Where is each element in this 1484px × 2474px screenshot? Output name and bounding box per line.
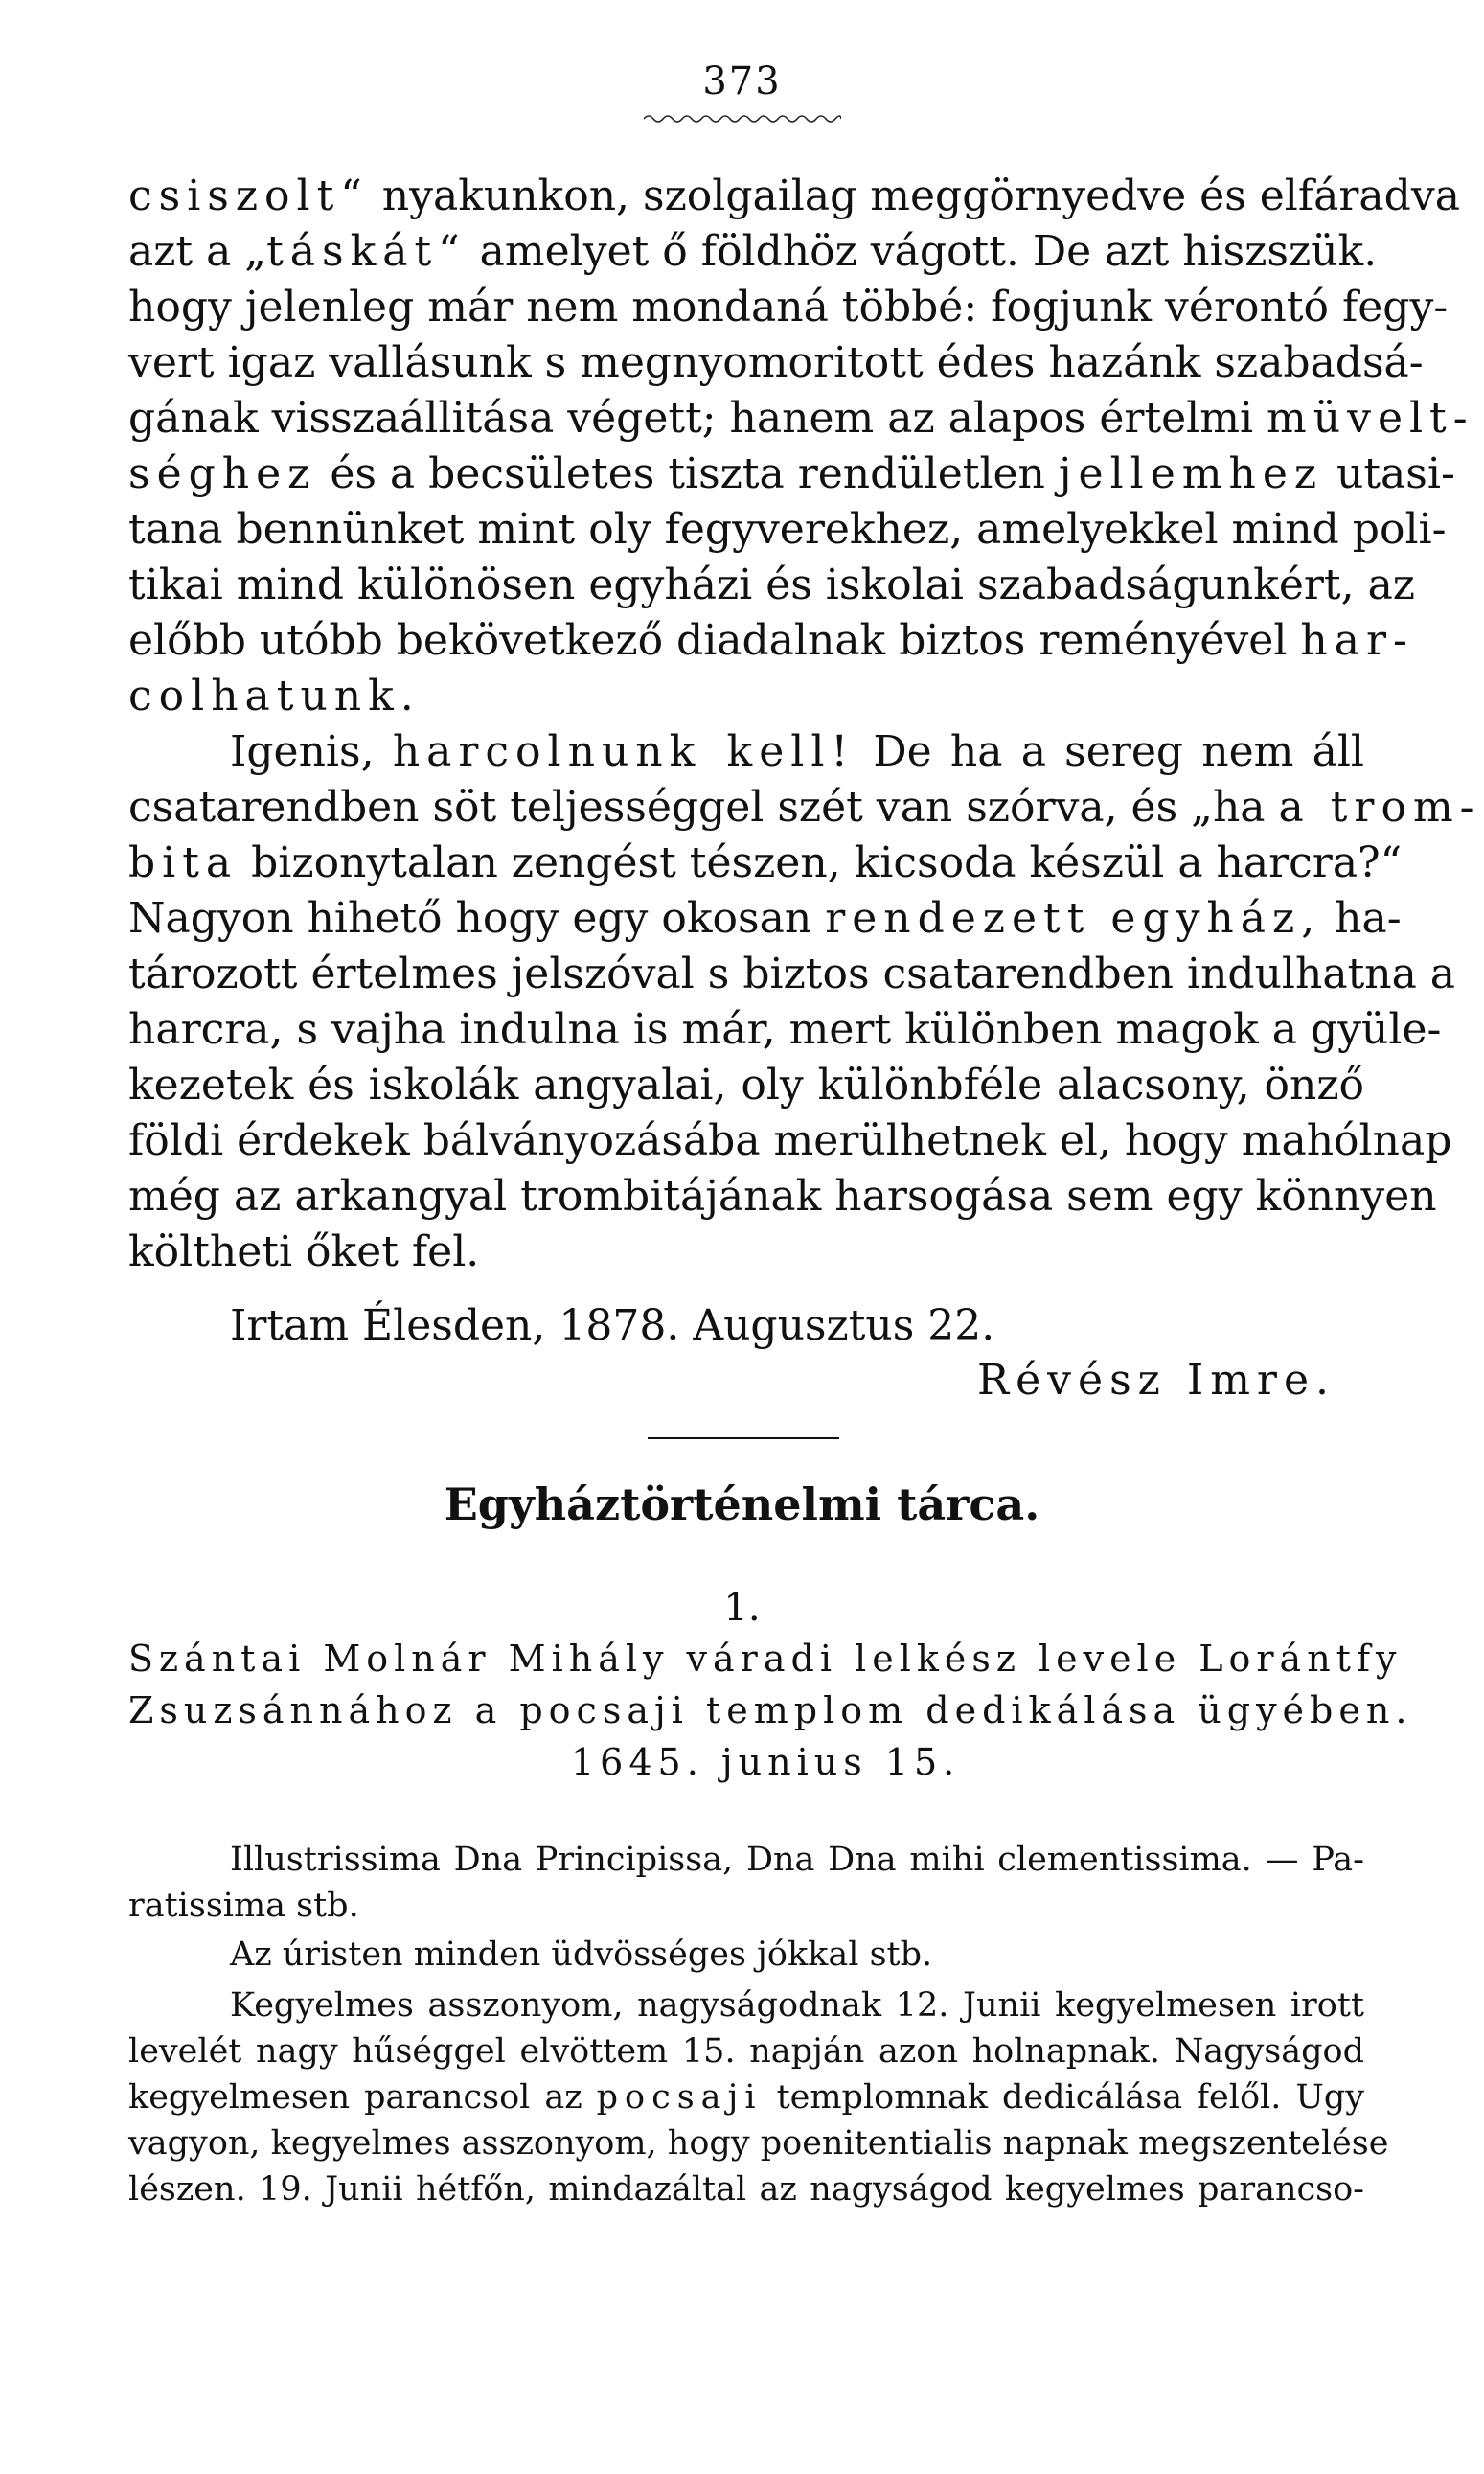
letter-line: ratissima stb. — [128, 1887, 359, 1925]
section-divider — [648, 1437, 839, 1439]
text-line: előbb utóbb bekövetkező diadalnak biztos reményével har- — [128, 616, 1414, 665]
letter-title-line: Szántai Molnár Mihály váradi lelkész levele Lorántfy — [128, 1638, 1403, 1680]
wavy-rule — [644, 113, 841, 125]
text-line: Igenis, harcolnunk kell! De ha a sereg nem áll — [230, 727, 1364, 776]
text-line: kezetek és iskolák angyalai, oly különbféle alacsony, önző — [128, 1061, 1364, 1110]
section-heading: Egyháztörténelmi tárca. — [444, 1478, 1040, 1530]
text-line: hogy jelenleg már nem mondaná többé: fogjunk vérontó fegy- — [128, 283, 1449, 332]
letter-line: Kegyelmes asszonyom, nagyságodnak 12. Junii kegyelmesen irott — [230, 1986, 1364, 2025]
text-line: bita bizonytalan zengést tészen, kicsoda készül a harcra?“ — [128, 838, 1403, 887]
text-line: gának visszaállitása végett; hanem az alapos értelmi müvelt- — [128, 394, 1474, 443]
text-line: földi érdekek bálványozásába merülhetnek el, hogy mahólnap — [128, 1116, 1452, 1165]
text-line: még az arkangyal trombitájának harsogása sem egy könnyen — [128, 1172, 1437, 1221]
letter-title-line: Zsuzsánnához a pocsaji templom dedikálása ügyében. — [128, 1689, 1413, 1731]
letter-date: 1645. junius 15. — [571, 1741, 961, 1783]
text-line: tikai mind különösen egyházi és iskolai szabadságunkért, az — [128, 561, 1415, 609]
text-line: vert igaz vallásunk s megnyomoritott édes hazánk szabadsá- — [128, 338, 1424, 387]
date-line: Irtam Élesden, 1878. Augusztus 22. — [230, 1301, 995, 1350]
page-number: 373 — [702, 59, 782, 103]
text-line: Nagyon hihető hogy egy okosan rendezett egyház, ha- — [128, 894, 1402, 943]
text-line: azt a „táskát“ amelyet ő földhöz vágott. De azt hiszszük. — [128, 227, 1378, 276]
letter-line: vagyon, kegyelmes asszonyom, hogy poenitentialis napnak megszentelése — [128, 2124, 1389, 2163]
letter-line: lészen. 19. Junii hétfőn, mindazáltal az nagyságod kegyelmes parancso- — [128, 2170, 1364, 2209]
signature: Révész Imre. — [977, 1356, 1336, 1405]
text-line: tározott értelmes jelszóval s biztos csatarendben indulhatna a — [128, 950, 1456, 998]
text-line: tana bennünket mint oly fegyverekhez, amelyekkel mind poli- — [128, 505, 1447, 554]
letter-line: Illustrissima Dna Principissa, Dna Dna mihi clementissima. — Pa- — [230, 1841, 1364, 1879]
text-line: séghez és a becsületes tiszta rendületlen jellemhez utasi- — [128, 449, 1455, 498]
text-line: csatarendben söt teljességgel szét van szórva, és „ha a trom- — [128, 783, 1481, 832]
text-line: harcra, s vajha indulna is már, mert különben magok a gyüle- — [128, 1005, 1442, 1054]
text-line: költheti őket fel. — [128, 1227, 480, 1276]
letter-line: Az úristen minden üdvösséges jókkal stb. — [230, 1936, 933, 1974]
item-number: 1. — [723, 1586, 761, 1630]
letter-line: kegyelmesen parancsol az pocsaji templomnak dedicálása felől. Ugy — [128, 2078, 1364, 2117]
text-line: csiszolt“ nyakunkon, szolgailag meggörnyedve és elfáradva — [128, 172, 1460, 220]
text-line: colhatunk. — [128, 672, 421, 721]
letter-line: levelét nagy hűséggel elvöttem 15. napján azon holnapnak. Nagyságod — [128, 2032, 1364, 2071]
